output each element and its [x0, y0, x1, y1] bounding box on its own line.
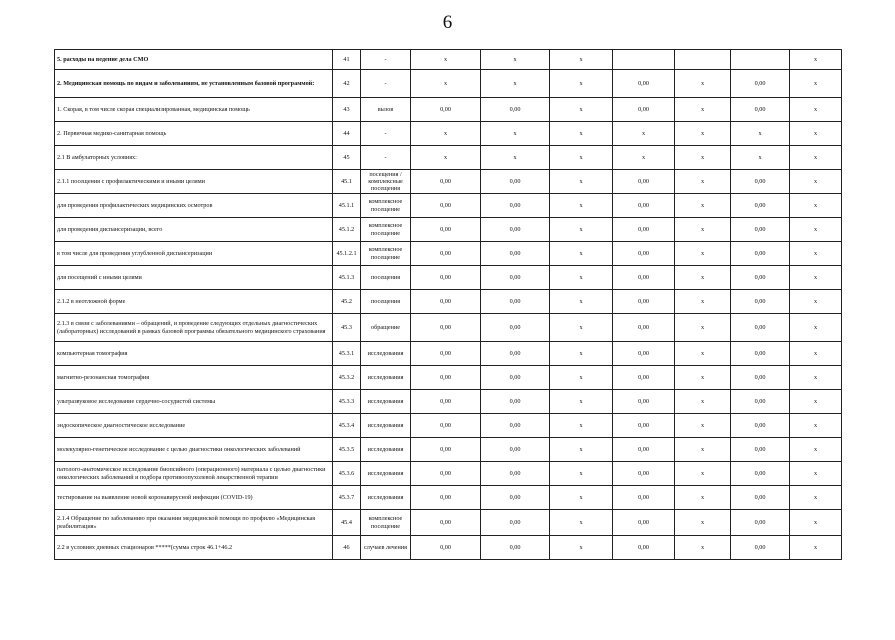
value-cell: 0,00: [481, 290, 550, 314]
value-cell: x: [675, 366, 731, 390]
value-cell: x: [675, 194, 731, 218]
value-cell: x: [675, 242, 731, 266]
value-cell: 0,00: [411, 366, 481, 390]
value-cell: x: [550, 194, 613, 218]
table-row: [55, 146, 842, 170]
table-row: [55, 438, 842, 462]
value-cell: 0,00: [411, 510, 481, 536]
row-unit-cell: исследования: [361, 390, 411, 414]
row-name-cell: магнитно-резонансная томография: [55, 366, 333, 390]
row-name-cell: для проведения диспансеризации, всего: [55, 218, 333, 242]
value-cell: x: [675, 170, 731, 194]
value-cell: x: [790, 462, 842, 486]
value-cell: 0,00: [481, 342, 550, 366]
value-cell: 0,00: [411, 314, 481, 342]
value-cell: x: [550, 510, 613, 536]
value-cell: x: [481, 70, 550, 98]
value-cell: 0,00: [613, 218, 675, 242]
row-name-cell: 2.1.2 в неотложной форме: [55, 290, 333, 314]
value-cell: 0,00: [481, 266, 550, 290]
row-name-cell: 2. Медицинская помощь по видам и заболеваниям, не установленным базовой программой:: [55, 70, 333, 98]
value-cell: 0,00: [613, 290, 675, 314]
table-row: [55, 218, 842, 242]
row-code-cell: 45.3.5: [333, 438, 361, 462]
row-unit-cell: -: [361, 122, 411, 146]
row-name-cell: тестирование на выявление новой коронавирусной инфекции (COVID-19): [55, 486, 333, 510]
value-cell: 0,00: [731, 170, 790, 194]
row-unit-cell: исследования: [361, 462, 411, 486]
row-unit-cell: исследования: [361, 438, 411, 462]
value-cell: x: [675, 314, 731, 342]
value-cell: 0,00: [613, 70, 675, 98]
value-cell: x: [790, 146, 842, 170]
value-cell: 0,00: [481, 510, 550, 536]
value-cell: x: [675, 438, 731, 462]
row-name-cell: компьютерная томография: [55, 342, 333, 366]
value-cell: 0,00: [481, 170, 550, 194]
row-name-cell: 1. Скорая, в том числе скорая специализированная, медицинская помощь: [55, 98, 333, 122]
row-code-cell: 45.1.1: [333, 194, 361, 218]
row-code-cell: 45.3.3: [333, 390, 361, 414]
value-cell: 0,00: [481, 438, 550, 462]
value-cell: x: [550, 146, 613, 170]
row-code-cell: 44: [333, 122, 361, 146]
table-row: [55, 366, 842, 390]
value-cell: x: [790, 438, 842, 462]
value-cell: 0,00: [411, 218, 481, 242]
value-cell: x: [790, 314, 842, 342]
table-row: [55, 122, 842, 146]
value-cell: x: [675, 122, 731, 146]
value-cell: [731, 50, 790, 70]
row-code-cell: 45.1.2: [333, 218, 361, 242]
row-unit-cell: исследования: [361, 414, 411, 438]
value-cell: x: [550, 314, 613, 342]
row-name-cell: эндоскопическое диагностическое исследование: [55, 414, 333, 438]
table-row: [55, 170, 842, 194]
value-cell: x: [790, 194, 842, 218]
value-cell: 0,00: [411, 462, 481, 486]
value-cell: x: [790, 414, 842, 438]
value-cell: x: [550, 50, 613, 70]
value-cell: x: [550, 218, 613, 242]
value-cell: x: [675, 510, 731, 536]
value-cell: x: [550, 390, 613, 414]
table-row: [55, 510, 842, 536]
value-cell: x: [675, 218, 731, 242]
value-cell: x: [550, 98, 613, 122]
table-row: [55, 486, 842, 510]
value-cell: 0,00: [613, 194, 675, 218]
value-cell: [613, 50, 675, 70]
row-unit-cell: вызов: [361, 98, 411, 122]
row-name-cell: патолого-анатомическое исследование биопсийного (операционного) материала с целью диагностики онкологических заболеваний и подбора противоопухолевой лекарственной терапии: [55, 462, 333, 486]
value-cell: x: [790, 122, 842, 146]
table-row: [55, 314, 842, 342]
row-code-cell: 45.3.1: [333, 342, 361, 366]
value-cell: x: [790, 390, 842, 414]
value-cell: x: [675, 536, 731, 560]
tariff-table: [54, 49, 842, 560]
value-cell: x: [675, 462, 731, 486]
value-cell: 0,00: [613, 170, 675, 194]
value-cell: 0,00: [411, 390, 481, 414]
table-row: [55, 266, 842, 290]
value-cell: x: [790, 98, 842, 122]
value-cell: x: [550, 342, 613, 366]
value-cell: 0,00: [731, 70, 790, 98]
value-cell: 0,00: [731, 98, 790, 122]
value-cell: 0,00: [481, 218, 550, 242]
value-cell: x: [675, 414, 731, 438]
row-code-cell: 45.3.4: [333, 414, 361, 438]
table-row: [55, 462, 842, 486]
value-cell: 0,00: [731, 266, 790, 290]
value-cell: x: [550, 122, 613, 146]
value-cell: x: [790, 266, 842, 290]
row-unit-cell: -: [361, 70, 411, 98]
value-cell: 0,00: [731, 438, 790, 462]
row-unit-cell: посещения: [361, 266, 411, 290]
row-code-cell: 45.3.2: [333, 366, 361, 390]
row-code-cell: 46: [333, 536, 361, 560]
value-cell: 0,00: [411, 170, 481, 194]
value-cell: x: [790, 242, 842, 266]
value-cell: x: [481, 122, 550, 146]
value-cell: 0,00: [731, 342, 790, 366]
row-unit-cell: исследования: [361, 366, 411, 390]
value-cell: 0,00: [731, 314, 790, 342]
value-cell: 0,00: [481, 462, 550, 486]
row-code-cell: 45.3.7: [333, 486, 361, 510]
row-name-cell: ультразвуковое исследование сердечно-сосудистой системы: [55, 390, 333, 414]
value-cell: 0,00: [411, 98, 481, 122]
row-unit-cell: обращение: [361, 314, 411, 342]
table-row: [55, 70, 842, 98]
value-cell: 0,00: [731, 218, 790, 242]
row-name-cell: 2.1 В амбулаторных условиях:: [55, 146, 333, 170]
value-cell: x: [790, 290, 842, 314]
value-cell: 0,00: [613, 266, 675, 290]
value-cell: x: [675, 98, 731, 122]
row-name-cell: молекулярно-генетическое исследование с целью диагностики онкологических заболеваний: [55, 438, 333, 462]
value-cell: 0,00: [411, 194, 481, 218]
value-cell: x: [411, 122, 481, 146]
row-unit-cell: случаев лечения: [361, 536, 411, 560]
table-row: [55, 414, 842, 438]
row-code-cell: 45.2: [333, 290, 361, 314]
row-name-cell: 2.1.1 посещения с профилактическими и иными целями: [55, 170, 333, 194]
value-cell: 0,00: [613, 510, 675, 536]
row-code-cell: 45: [333, 146, 361, 170]
value-cell: x: [550, 70, 613, 98]
row-code-cell: 45.1.3: [333, 266, 361, 290]
value-cell: 0,00: [731, 414, 790, 438]
row-name-cell: для посещений с иными целями: [55, 266, 333, 290]
value-cell: 0,00: [481, 486, 550, 510]
value-cell: x: [613, 122, 675, 146]
value-cell: x: [675, 146, 731, 170]
value-cell: x: [790, 218, 842, 242]
value-cell: 0,00: [481, 242, 550, 266]
row-code-cell: 41: [333, 50, 361, 70]
value-cell: 0,00: [613, 486, 675, 510]
row-name-cell: в том числе для проведения углубленной диспансеризации: [55, 242, 333, 266]
value-cell: 0,00: [613, 414, 675, 438]
value-cell: x: [790, 366, 842, 390]
value-cell: x: [790, 510, 842, 536]
table-row: [55, 98, 842, 122]
value-cell: 0,00: [613, 98, 675, 122]
table-body: [55, 50, 842, 560]
row-unit-cell: исследования: [361, 342, 411, 366]
row-unit-cell: посещения / комплексные посещения: [361, 170, 411, 194]
value-cell: 0,00: [411, 290, 481, 314]
value-cell: 0,00: [731, 194, 790, 218]
table-row: [55, 50, 842, 70]
value-cell: 0,00: [731, 536, 790, 560]
value-cell: [675, 50, 731, 70]
row-code-cell: 42: [333, 70, 361, 98]
table-row: [55, 342, 842, 366]
value-cell: 0,00: [613, 366, 675, 390]
value-cell: 0,00: [481, 314, 550, 342]
row-code-cell: 45.1.2.1: [333, 242, 361, 266]
value-cell: 0,00: [613, 242, 675, 266]
value-cell: x: [481, 50, 550, 70]
value-cell: x: [675, 486, 731, 510]
row-unit-cell: посещения: [361, 290, 411, 314]
value-cell: x: [550, 266, 613, 290]
row-code-cell: 45.3: [333, 314, 361, 342]
value-cell: x: [411, 70, 481, 98]
value-cell: 0,00: [613, 438, 675, 462]
value-cell: x: [731, 122, 790, 146]
row-name-cell: 2.1.3 в связи с заболеваниями – обращений, и проведение следующих отдельных диагностических (лабораторных) исследований в рамках базовой программы обязательного медицинского страхования: [55, 314, 333, 342]
value-cell: x: [481, 146, 550, 170]
value-cell: 0,00: [411, 266, 481, 290]
value-cell: 0,00: [731, 462, 790, 486]
value-cell: x: [550, 242, 613, 266]
value-cell: 0,00: [731, 242, 790, 266]
value-cell: x: [550, 170, 613, 194]
value-cell: 0,00: [731, 290, 790, 314]
table-row: [55, 536, 842, 560]
value-cell: x: [411, 50, 481, 70]
value-cell: 0,00: [481, 98, 550, 122]
value-cell: x: [790, 170, 842, 194]
table-row: [55, 242, 842, 266]
value-cell: 0,00: [613, 390, 675, 414]
value-cell: x: [675, 266, 731, 290]
value-cell: x: [675, 290, 731, 314]
value-cell: 0,00: [481, 390, 550, 414]
value-cell: 0,00: [731, 366, 790, 390]
value-cell: x: [790, 50, 842, 70]
value-cell: x: [675, 342, 731, 366]
value-cell: 0,00: [481, 194, 550, 218]
row-name-cell: 2. Первичная медико-санитарная помощь: [55, 122, 333, 146]
value-cell: 0,00: [411, 342, 481, 366]
value-cell: 0,00: [613, 314, 675, 342]
value-cell: x: [550, 414, 613, 438]
row-unit-cell: комплексное посещение: [361, 242, 411, 266]
row-code-cell: 45.3.6: [333, 462, 361, 486]
row-unit-cell: комплексное посещение: [361, 218, 411, 242]
row-unit-cell: -: [361, 50, 411, 70]
value-cell: x: [790, 486, 842, 510]
row-code-cell: 45.4: [333, 510, 361, 536]
value-cell: 0,00: [481, 414, 550, 438]
table-row: [55, 290, 842, 314]
value-cell: 0,00: [731, 510, 790, 536]
value-cell: 0,00: [411, 414, 481, 438]
row-name-cell: 2.1.4 Обращение по заболеванию при оказании медицинской помощи по профилю «Медицинская реабилитация»: [55, 510, 333, 536]
value-cell: 0,00: [411, 242, 481, 266]
row-unit-cell: комплексное посещение: [361, 194, 411, 218]
row-code-cell: 43: [333, 98, 361, 122]
value-cell: 0,00: [613, 536, 675, 560]
row-unit-cell: комплексное посещение: [361, 510, 411, 536]
value-cell: 0,00: [411, 536, 481, 560]
value-cell: 0,00: [481, 366, 550, 390]
table-row: [55, 194, 842, 218]
value-cell: x: [550, 486, 613, 510]
row-unit-cell: -: [361, 146, 411, 170]
row-code-cell: 45.1: [333, 170, 361, 194]
value-cell: x: [550, 462, 613, 486]
value-cell: x: [790, 342, 842, 366]
row-name-cell: 2.2 в условиях дневных стационаров *****(сумма строк 46.1+46.2: [55, 536, 333, 560]
value-cell: x: [731, 146, 790, 170]
value-cell: 0,00: [731, 390, 790, 414]
row-unit-cell: исследования: [361, 486, 411, 510]
value-cell: x: [790, 70, 842, 98]
value-cell: x: [675, 390, 731, 414]
table-row: [55, 390, 842, 414]
row-name-cell: 5. расходы на ведение дела СМО: [55, 50, 333, 70]
row-name-cell: для проведения профилактических медицинских осмотров: [55, 194, 333, 218]
value-cell: x: [550, 366, 613, 390]
value-cell: x: [790, 536, 842, 560]
value-cell: x: [550, 290, 613, 314]
value-cell: x: [613, 146, 675, 170]
value-cell: x: [675, 70, 731, 98]
value-cell: 0,00: [613, 342, 675, 366]
value-cell: x: [550, 536, 613, 560]
value-cell: 0,00: [731, 486, 790, 510]
value-cell: 0,00: [411, 438, 481, 462]
value-cell: 0,00: [481, 536, 550, 560]
value-cell: x: [411, 146, 481, 170]
value-cell: 0,00: [411, 486, 481, 510]
page-number: 6: [442, 12, 453, 33]
value-cell: 0,00: [613, 462, 675, 486]
value-cell: x: [550, 438, 613, 462]
